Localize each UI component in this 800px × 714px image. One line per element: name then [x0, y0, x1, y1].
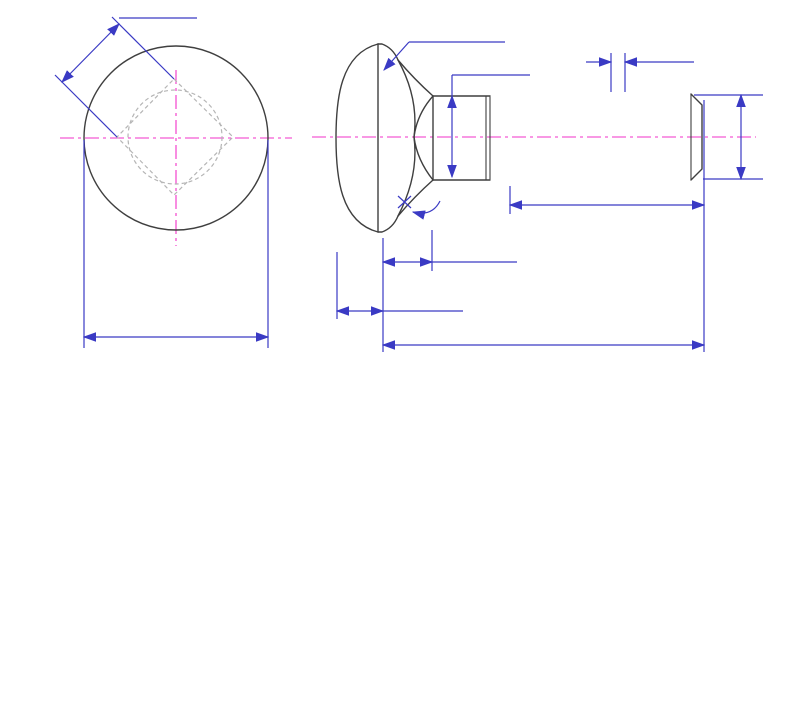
chamfer-leader-arc [413, 201, 440, 213]
square-neck-hidden [117, 79, 233, 195]
neck-top-profile [378, 44, 433, 96]
neck-corner-curve-outer [398, 60, 415, 216]
neck-corner-curve-inner [414, 96, 433, 180]
s-extension-line-2 [55, 75, 117, 137]
s-extension-line-1 [112, 17, 174, 79]
neck-fillet-hidden-circle [128, 90, 222, 184]
head-dome [336, 44, 378, 232]
front-view [55, 17, 292, 348]
side-view [312, 42, 763, 352]
neck-bottom-profile [378, 180, 433, 232]
